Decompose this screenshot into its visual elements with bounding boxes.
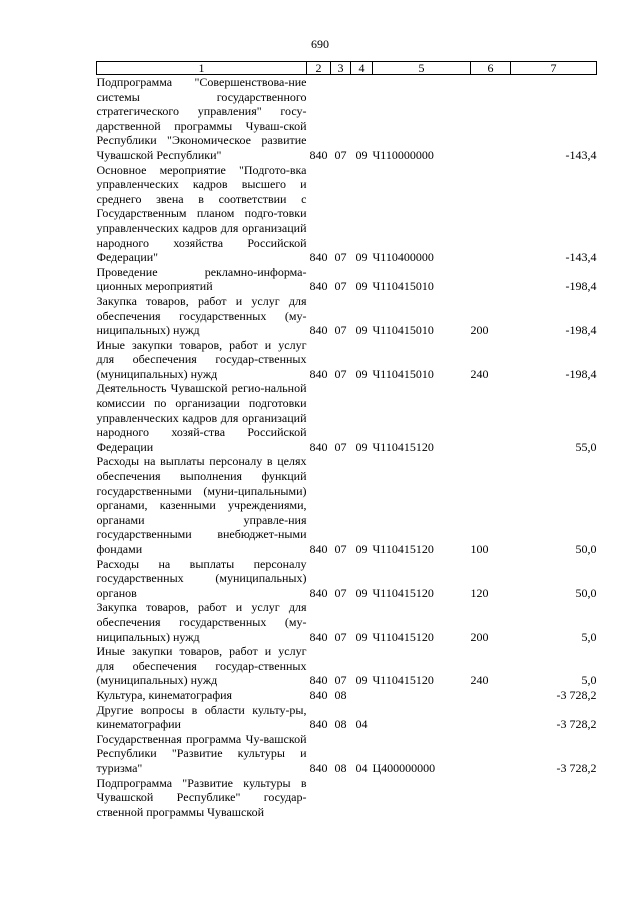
row-amount: -198,4 xyxy=(565,279,597,294)
row-amount xyxy=(511,776,597,820)
row-target-article: Ч110415120 xyxy=(372,673,434,688)
table-row xyxy=(97,644,597,688)
row-amount: 50,0 xyxy=(575,542,597,556)
row-subsection: 09 xyxy=(355,147,368,162)
row-section: 07 xyxy=(334,542,347,556)
row-target-article xyxy=(373,776,471,820)
table-row xyxy=(97,294,597,338)
row-expense-type: 200 xyxy=(470,323,489,338)
row-subsection xyxy=(351,688,373,703)
table-row xyxy=(97,338,597,382)
row-target-article: Ч110400000 xyxy=(372,250,434,265)
row-subsection: 09 xyxy=(355,439,368,454)
row-expense-type xyxy=(471,776,511,820)
table-row xyxy=(97,381,597,454)
row-name: Основное мероприятие "Подгото-вка управленческих кадров высшего и среднего звена в соответствии с Государственным планом подго-товки управленческих кадров для организаций народного хозяйства Российской Федерации" xyxy=(96,162,307,265)
row-section: 07 xyxy=(334,323,347,338)
row-section: 07 xyxy=(334,585,347,600)
row-amount: -198,4 xyxy=(565,323,597,338)
row-target-article: Ч110415010 xyxy=(372,279,434,294)
header-col-6: 6 xyxy=(471,62,511,75)
table-row xyxy=(97,688,597,703)
row-name: Культура, кинематография xyxy=(96,687,233,702)
row-subsection: 09 xyxy=(355,279,368,294)
row-name: Закупка товаров, работ и услуг для обеспечения государственных (му-ниципальных) нужд xyxy=(96,293,307,338)
row-amount: 55,0 xyxy=(575,439,597,454)
row-subsection: 09 xyxy=(355,542,368,556)
header-col-1: 1 xyxy=(97,62,307,75)
row-amount: 5,0 xyxy=(581,673,597,688)
row-target-article: Ч110415120 xyxy=(372,439,434,454)
table-row xyxy=(97,600,597,644)
page-number: 690 xyxy=(311,37,329,51)
row-grbs xyxy=(307,776,331,820)
row-target-article: Ц400000000 xyxy=(372,760,436,775)
row-subsection: 04 xyxy=(355,717,368,732)
row-target-article xyxy=(373,703,471,732)
row-amount: -3 728,2 xyxy=(556,687,597,702)
row-grbs: 840 xyxy=(309,147,328,162)
row-name: Закупка товаров, работ и услуг для обеспечения государственных (му-ниципальных) нужд xyxy=(96,600,307,644)
row-section: 07 xyxy=(334,250,347,265)
row-subsection: 09 xyxy=(355,673,368,688)
row-section: 07 xyxy=(334,439,347,454)
row-amount: 50,0 xyxy=(575,585,597,600)
row-name: Расходы на выплаты персоналу в целях обеспечения выполнения функций государственными (муни-ципальными) органами, казенными учреждениями, органами управле-ния государственными внебюджет-ными фондами xyxy=(96,454,307,556)
row-section: 08 xyxy=(334,687,347,702)
row-subsection: 04 xyxy=(355,760,368,775)
row-expense-type: 240 xyxy=(470,366,489,381)
table-header-row xyxy=(97,62,597,75)
row-expense-type xyxy=(471,688,511,703)
row-grbs: 840 xyxy=(309,323,328,338)
row-expense-type xyxy=(471,732,511,776)
row-grbs: 840 xyxy=(309,279,328,294)
row-name: Другие вопросы в области культу-ры, кинематографии xyxy=(96,702,307,732)
row-grbs: 840 xyxy=(309,629,328,644)
row-name: Иные закупки товаров, работ и услуг для обеспечения государ-ственных (муниципальных) нужд xyxy=(96,337,307,381)
header-col-2: 2 xyxy=(307,62,331,75)
row-grbs: 840 xyxy=(309,687,328,702)
row-grbs: 840 xyxy=(309,542,328,556)
row-expense-type: 120 xyxy=(470,585,489,600)
table-row xyxy=(97,454,597,556)
row-section xyxy=(331,776,351,820)
row-target-article: Ч110415120 xyxy=(372,585,434,600)
row-target-article xyxy=(373,688,471,703)
row-grbs: 840 xyxy=(309,585,328,600)
row-expense-type xyxy=(471,75,511,163)
row-grbs: 840 xyxy=(309,717,328,732)
row-grbs: 840 xyxy=(309,439,328,454)
row-amount: -143,4 xyxy=(565,250,597,265)
table-row xyxy=(97,557,597,601)
row-subsection: 09 xyxy=(355,250,368,265)
row-section: 07 xyxy=(334,366,347,381)
row-subsection: 09 xyxy=(355,585,368,600)
row-subsection: 09 xyxy=(355,366,368,381)
row-section: 08 xyxy=(334,760,347,775)
table-row xyxy=(97,265,597,294)
row-subsection: 09 xyxy=(355,629,368,644)
row-name: Подпрограмма "Совершенствова-ние системы государственного стратегического управления" госу-дарственной программы Чуваш-ской Республики "Экономическое развитие Чувашской Республики" xyxy=(96,75,307,162)
row-name: Государственная программа Чу-вашской Республики "Развитие культуры и туризма" xyxy=(96,731,307,775)
row-section: 07 xyxy=(334,279,347,294)
row-subsection xyxy=(351,776,373,820)
header-col-4: 4 xyxy=(351,62,373,75)
row-expense-type xyxy=(471,703,511,732)
table-row xyxy=(97,163,597,265)
row-subsection: 09 xyxy=(355,323,368,338)
table-row xyxy=(97,75,597,163)
row-section: 07 xyxy=(334,673,347,688)
row-expense-type xyxy=(471,381,511,454)
row-section: 08 xyxy=(334,717,347,732)
header-col-5: 5 xyxy=(373,62,471,75)
row-expense-type: 240 xyxy=(470,673,489,688)
row-amount: -198,4 xyxy=(565,366,597,381)
row-name: Подпрограмма "Развитие культуры в Чувашской Республике" государ-ственной программы Чувашской xyxy=(96,775,307,819)
header-col-3: 3 xyxy=(331,62,351,75)
row-grbs: 840 xyxy=(309,250,328,265)
row-expense-type: 100 xyxy=(470,542,489,556)
row-amount: -3 728,2 xyxy=(556,717,597,732)
row-expense-type xyxy=(471,265,511,294)
row-target-article: Ч110415120 xyxy=(372,629,434,644)
row-target-article: Ч110000000 xyxy=(372,147,434,162)
row-section: 07 xyxy=(334,629,347,644)
row-grbs: 840 xyxy=(309,366,328,381)
row-target-article: Ч110415010 xyxy=(372,366,434,381)
row-grbs: 840 xyxy=(309,673,328,688)
table-row xyxy=(97,732,597,776)
table-row xyxy=(97,776,597,820)
header-col-7: 7 xyxy=(511,62,597,75)
row-expense-type: 200 xyxy=(470,629,489,644)
row-name: Иные закупки товаров, работ и услуг для обеспечения государ-ственных (муниципальных) нужд xyxy=(96,644,307,688)
row-name: Деятельность Чувашской регио-нальной комиссии по организации подготовки управленческих кадров для организаций народного хозяй-ства Российской Федерации xyxy=(96,381,307,454)
row-amount: -143,4 xyxy=(565,147,597,162)
row-amount: 5,0 xyxy=(581,629,597,644)
row-section: 07 xyxy=(334,147,347,162)
row-target-article: Ч110415120 xyxy=(372,542,434,556)
row-target-article: Ч110415010 xyxy=(372,323,434,338)
row-grbs: 840 xyxy=(309,760,328,775)
row-name: Проведение рекламно-информа-ционных мероприятий xyxy=(96,264,307,294)
budget-table xyxy=(96,61,597,819)
table-row xyxy=(97,703,597,732)
row-amount: -3 728,2 xyxy=(556,760,597,775)
row-expense-type xyxy=(471,163,511,265)
row-name: Расходы на выплаты персоналу государственных (муниципальных) органов xyxy=(96,556,307,600)
